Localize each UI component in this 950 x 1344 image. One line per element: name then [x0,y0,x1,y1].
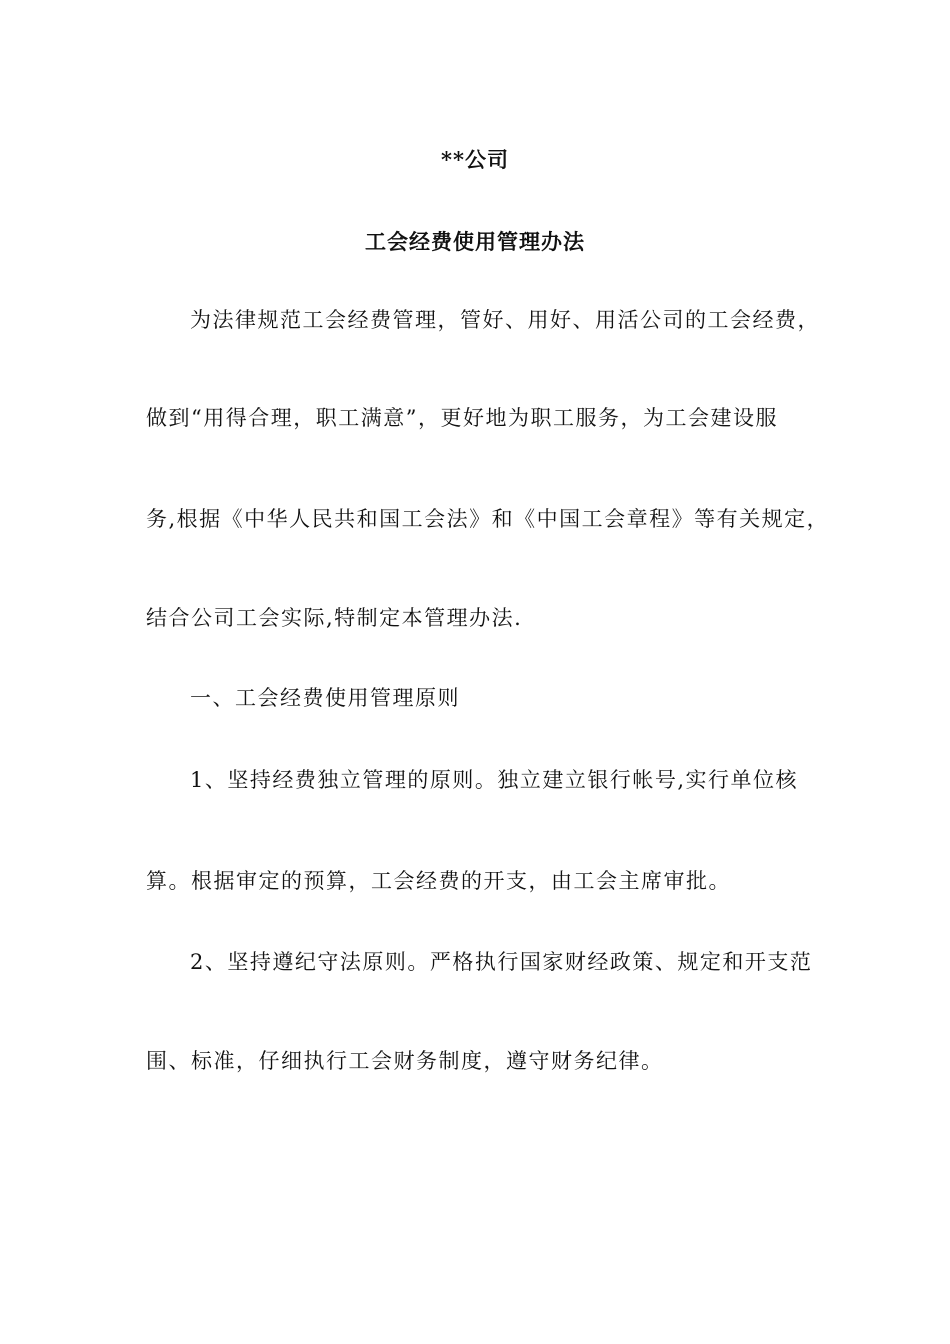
paragraph-line-3: 务,根据《中华人民共和国工会法》和《中国工会章程》等有关规定， [146,507,830,531]
document-title: 工会经费使用管理办法 [365,229,585,254]
section-heading-1: 一、工会经费使用管理原则 [190,686,460,710]
clause-2-line-1: 2、坚持遵纪守法原则。严格执行国家财经政策、规定和开支范 [190,950,813,974]
company-heading: **公司 [441,147,509,172]
clause-1-line-2: 算。根据审定的预算，工会经费的开支，由工会主席审批。 [146,869,731,893]
clause-2-line-2: 围、标准，仔细执行工会财务制度，遵守财务纪律。 [146,1049,664,1073]
clause-1-line-1: 1、坚持经费独立管理的原则。独立建立银行帐号,实行单位核 [190,768,799,792]
paragraph-line-2: 做到“用得合理，职工满意”，更好地为职工服务，为工会建设服 [146,406,778,430]
paragraph-line-1: 为法律规范工会经费管理，管好、用好、用活公司的工会经费， [190,308,820,332]
paragraph-line-4: 结合公司工会实际,特制定本管理办法. [146,606,523,630]
